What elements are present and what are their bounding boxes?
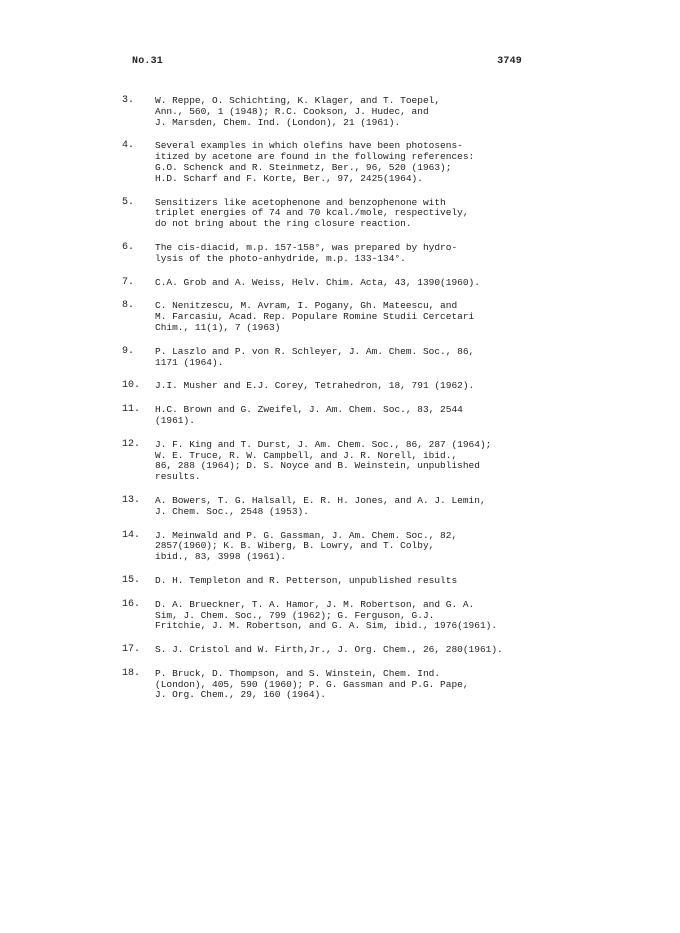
reference-text — [155, 301, 518, 333]
reference-line: Fritchie, J. M. Robertson, and G. A. Sim, ibid., 1976(1961). — [155, 620, 498, 632]
reference-item — [122, 96, 518, 128]
reference-number: 12. — [122, 438, 141, 450]
reference-line: W. E. Truce, R. W. Campbell, and J. R. Norell, ibid., — [155, 449, 458, 461]
reference-text — [155, 381, 518, 392]
reference-text — [155, 576, 518, 587]
reference-line: J. Marsden, Chem. Ind. (London), 21 (1961). — [155, 116, 401, 128]
reference-text — [155, 600, 518, 632]
reference-line: H.C. Brown and G. Zweifel, J. Am. Chem. Soc., 83, 2544 — [155, 404, 463, 416]
reference-number: 8. — [122, 300, 135, 312]
reference-number: 5. — [122, 196, 135, 208]
page-number: 3749 — [497, 56, 522, 67]
reference-item — [122, 381, 518, 392]
reference-text — [155, 96, 518, 128]
reference-line: 1171 (1964). — [155, 356, 224, 368]
reference-line: G.O. Schenck and R. Steinmetz, Ber., 96, 520 (1963); — [155, 161, 452, 173]
reference-text — [155, 243, 518, 265]
reference-line: J.I. Musher and E.J. Corey, Tetrahedron, 18, 791 (1962). — [155, 380, 475, 392]
reference-line: 86, 288 (1964); D. S. Noyce and B. Weinstein, unpublished — [155, 460, 480, 472]
reference-number: 11. — [122, 404, 141, 416]
reference-text — [155, 347, 518, 369]
reference-line: (1961). — [155, 414, 195, 426]
reference-line: M. Farcasiu, Acad. Rep. Populare Romine Studii Cercetari — [155, 311, 475, 323]
reference-number: 18. — [122, 667, 141, 679]
reference-text — [155, 141, 518, 184]
reference-number: 16. — [122, 598, 141, 610]
reference-text — [155, 405, 518, 427]
reference-line: W. Reppe, O. Schichting, K. Klager, and T. Toepel, — [155, 95, 441, 106]
reference-line: H.D. Scharf and F. Korte, Ber., 97, 2425(1964). — [155, 172, 423, 184]
reference-text — [155, 669, 518, 701]
page-header — [132, 56, 522, 67]
reference-line: do not bring about the ring closure reaction. — [155, 218, 412, 230]
reference-item — [122, 278, 518, 289]
reference-line: The cis-diacid, m.p. 157-158°, was prepared by hydro- — [155, 241, 458, 253]
reference-item — [122, 141, 518, 184]
reference-number: 6. — [122, 241, 135, 253]
reference-number: 7. — [122, 276, 135, 288]
reference-line: D. H. Templeton and R. Petterson, unpublished results — [155, 574, 458, 586]
reference-item — [122, 576, 518, 587]
reference-number: 15. — [122, 574, 141, 586]
reference-item — [122, 669, 518, 701]
reference-line: P. Bruck, D. Thompson, and S. Winstein, Chem. Ind. — [155, 667, 441, 679]
reference-item — [122, 347, 518, 369]
reference-line: Chim., 11(1), 7 (1963) — [155, 321, 281, 333]
reference-line: Ann., 560, 1 (1948); R.C. Cookson, J. Hudec, and — [155, 105, 429, 117]
reference-line: C. Nenitzescu, M. Avram, I. Pogany, Gh. Mateescu, and — [155, 300, 458, 312]
reference-item — [122, 198, 518, 230]
reference-number: 13. — [122, 494, 141, 506]
reference-line: J. Meinwald and P. G. Gassman, J. Am. Chem. Soc., 82, — [155, 529, 458, 541]
reference-line: P. Laszlo and P. von R. Schleyer, J. Am. Chem. Soc., 86, — [155, 345, 475, 357]
reference-number: 17. — [122, 644, 141, 656]
reference-line: D. A. Brueckner, T. A. Hamor, J. M. Robertson, and G. A. — [155, 598, 475, 610]
reference-line: J. F. King and T. Durst, J. Am. Chem. Soc., 86, 287 (1964); — [155, 438, 492, 450]
reference-line: J. Chem. Soc., 2548 (1953). — [155, 505, 309, 517]
reference-line: (London), 405, 590 (1960); P. G. Gassman and P.G. Pape, — [155, 678, 469, 690]
reference-line: J. Org. Chem., 29, 160 (1964). — [155, 689, 327, 701]
reference-item — [122, 243, 518, 265]
reference-line: lysis of the photo-anhydride, m.p. 133-134°. — [155, 252, 406, 264]
reference-text — [155, 278, 518, 289]
reference-item — [122, 645, 518, 656]
reference-line: Several examples in which olefins have been photosens- — [155, 140, 463, 152]
reference-line: Sim, J. Chem. Soc., 799 (1962); G. Ferguson, G.J. — [155, 609, 435, 621]
reference-item — [122, 440, 518, 483]
reference-text — [155, 531, 518, 563]
reference-number: 4. — [122, 140, 135, 152]
journal-issue-number: No.31 — [132, 56, 164, 67]
reference-text — [155, 198, 518, 230]
reference-number: 9. — [122, 345, 135, 357]
reference-item — [122, 496, 518, 518]
reference-line: triplet energies of 74 and 70 kcal./mole, respectively, — [155, 207, 469, 219]
reference-line: 2857(1960); K. B. Wiberg, B. Lowry, and T. Colby, — [155, 540, 435, 552]
reference-text — [155, 496, 518, 518]
reference-list — [122, 96, 518, 714]
reference-line: results. — [155, 471, 201, 483]
reference-item — [122, 531, 518, 563]
reference-line: ibid., 83, 3998 (1961). — [155, 551, 287, 563]
reference-number: 10. — [122, 380, 141, 392]
reference-item — [122, 301, 518, 333]
reference-line: A. Bowers, T. G. Halsall, E. R. H. Jones, and A. J. Lemin, — [155, 494, 486, 506]
reference-text — [155, 645, 518, 656]
reference-item — [122, 405, 518, 427]
reference-line: S. J. Cristol and W. Firth,Jr., J. Org. Chem., 26, 280(1961). — [155, 644, 503, 656]
reference-text — [155, 440, 518, 483]
reference-line: Sensitizers like acetophenone and benzophenone with — [155, 196, 446, 208]
reference-number: 3. — [122, 95, 135, 106]
reference-number: 14. — [122, 529, 141, 541]
reference-line: itized by acetone are found in the following references: — [155, 151, 475, 163]
reference-item — [122, 600, 518, 632]
reference-line: C.A. Grob and A. Weiss, Helv. Chim. Acta, 43, 1390(1960). — [155, 276, 480, 288]
